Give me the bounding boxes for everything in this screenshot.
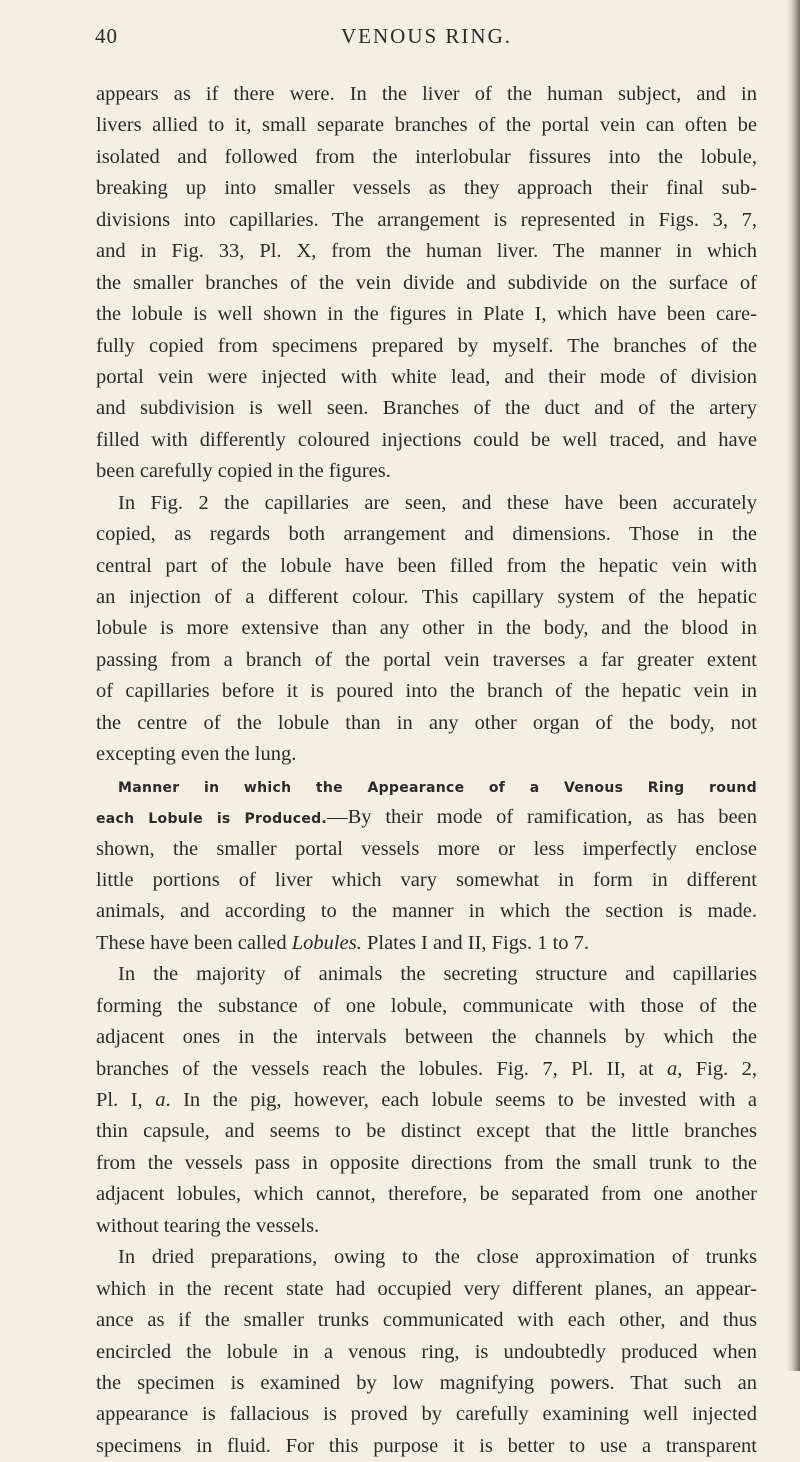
text-line <box>96 1399 757 1430</box>
line-text: specimens in fluid. For this purpose it is better to use a transparent <box>96 1434 757 1457</box>
text-line <box>96 645 757 676</box>
text-line <box>96 519 757 550</box>
text-line <box>96 1085 757 1116</box>
line-text-rest: . In the pig, however, each lobule seems to be invested with a <box>165 1089 757 1111</box>
text-line <box>96 205 757 236</box>
line-text: adjacent ones in the intervals between the channels by which the <box>96 1026 757 1049</box>
line-text: little portions of liver which vary somewhat in form in different <box>96 868 757 891</box>
line-text: forming the substance of one lobule, communicate with those of the <box>96 994 757 1017</box>
text-line <box>96 110 757 141</box>
text-line <box>96 1337 757 1368</box>
running-head: VENOUS RING. <box>341 24 512 48</box>
line-text: filled with differently coloured injections could be well traced, and have <box>96 428 757 451</box>
text-line <box>96 928 757 959</box>
line-text: appearance is fallacious is proved by carefully examining well injected <box>96 1403 757 1426</box>
text-line <box>96 834 757 865</box>
line-text: which in the recent state had occupied very different planes, an appear- <box>96 1277 757 1300</box>
line-text: the lobule is well shown in the figures in Plate I, which have been care- <box>96 303 757 326</box>
body-text <box>96 79 757 1462</box>
text-line <box>96 142 757 173</box>
page-header <box>95 24 758 56</box>
text-line <box>96 79 757 110</box>
text-line <box>96 771 757 802</box>
line-text: the smaller branches of the vein divide and subdivide on the surface of <box>96 271 757 294</box>
line-text-rest: —By their mode of ramification, as has been <box>327 806 758 829</box>
text-line <box>96 1368 757 1399</box>
text-line <box>96 1054 757 1085</box>
line-text: excepting even the lung. <box>96 743 297 766</box>
line-text: In Fig. 2 the capillaries are seen, and these have been accurately <box>118 491 757 514</box>
line-text: These have been called <box>96 931 292 954</box>
line-text: divisions into capillaries. The arrangement is represented in Figs. 3, 7, <box>96 208 757 231</box>
text-line <box>96 739 757 770</box>
side-heading: Manner in which the Appearance of a Venous Ring round <box>118 779 757 796</box>
line-text: the specimen is examined by low magnifying powers. That such an <box>96 1371 757 1394</box>
line-text: and subdivision is well seen. Branches of the duct and of the artery <box>96 397 757 420</box>
text-line <box>96 708 757 739</box>
text-line <box>96 456 757 487</box>
text-line <box>96 362 757 393</box>
line-text: passing from a branch of the portal vein traverses a far greater extent <box>96 648 757 671</box>
line-text-rest: , Fig. 2, <box>677 1057 757 1080</box>
text-line <box>96 582 757 613</box>
line-text: In the majority of animals the secreting structure and capillaries <box>118 963 757 986</box>
text-line <box>96 1116 757 1147</box>
line-text: from the vessels pass in opposite directions from the small trunk to the <box>96 1151 757 1174</box>
text-line <box>96 896 757 927</box>
italic-text: Lobules. <box>291 931 362 954</box>
text-line <box>96 1242 757 1273</box>
text-line <box>96 173 757 204</box>
line-text-rest: Plates I and II, Figs. 1 to 7. <box>361 931 590 954</box>
line-text: fully copied from specimens prepared by myself. The branches of the <box>96 334 757 357</box>
line-text: isolated and followed from the interlobular fissures into the lobule, <box>96 145 757 168</box>
text-line <box>96 425 757 456</box>
text-line <box>96 1148 757 1179</box>
line-text: Pl. I, <box>96 1089 156 1111</box>
line-text: In dried preparations, owing to the close approximation of trunks <box>118 1246 757 1269</box>
text-line <box>96 865 757 896</box>
text-line <box>96 1179 757 1210</box>
text-line <box>96 1211 757 1242</box>
text-line <box>96 802 757 833</box>
line-text: ance as if the smaller trunks communicated with each other, and thus <box>96 1309 757 1332</box>
italic-text: a <box>667 1057 678 1080</box>
line-text: portal vein were injected with white lead, and their mode of division <box>96 365 757 388</box>
line-text: adjacent lobules, which cannot, therefore, be separated from one another <box>96 1183 757 1206</box>
line-text: and in Fig. 33, Pl. X, from the human liver. The manner in which <box>96 240 757 263</box>
text-line <box>96 551 757 582</box>
text-line <box>96 236 757 267</box>
text-line <box>96 268 757 299</box>
text-line <box>96 393 757 424</box>
text-line <box>96 1274 757 1305</box>
line-text: central part of the lobule have been filled from the hepatic vein with <box>96 554 757 577</box>
page-number: 40 <box>95 24 118 48</box>
text-line <box>96 1022 757 1053</box>
line-text: an injection of a different colour. This capillary system of the hepatic <box>96 586 757 608</box>
line-text: appears as if there were. In the liver of the human subject, and in <box>96 83 757 105</box>
line-text: thin capsule, and seems to be distinct except that the little branches <box>96 1120 757 1143</box>
line-text: been carefully copied in the figures. <box>96 460 391 483</box>
line-text: shown, the smaller portal vessels more or less imperfectly enclose <box>96 837 757 860</box>
line-text: lobule is more extensive than any other in the body, and the blood in <box>96 617 757 640</box>
text-line <box>96 1305 757 1336</box>
line-text: encircled the lobule in a venous ring, is undoubtedly produced when <box>96 1340 757 1363</box>
line-text: the centre of the lobule than in any other organ of the body, not <box>96 711 757 734</box>
text-line <box>96 1431 757 1462</box>
page-edge-shadow <box>786 0 800 1371</box>
line-text: of capillaries before it is poured into the branch of the hepatic vein in <box>96 680 757 703</box>
line-text: livers allied to it, small separate branches of the portal vein can often be <box>96 114 757 137</box>
line-text: copied, as regards both arrangement and dimensions. Those in the <box>96 523 757 546</box>
side-heading: each Lobule is Produced. <box>96 811 328 828</box>
line-text: without tearing the vessels. <box>96 1214 320 1237</box>
line-text: branches of the vessels reach the lobules. Fig. 7, Pl. II, at <box>96 1057 668 1080</box>
text-line <box>96 331 757 362</box>
italic-text: a <box>155 1089 166 1111</box>
text-line <box>96 676 757 707</box>
text-line <box>96 299 757 330</box>
text-line <box>96 991 757 1022</box>
text-line <box>96 613 757 644</box>
line-text: animals, and according to the manner in which the section is made. <box>96 900 757 923</box>
line-text: breaking up into smaller vessels as they approach their final sub- <box>96 177 757 200</box>
text-line <box>96 488 757 519</box>
text-line <box>96 959 757 990</box>
